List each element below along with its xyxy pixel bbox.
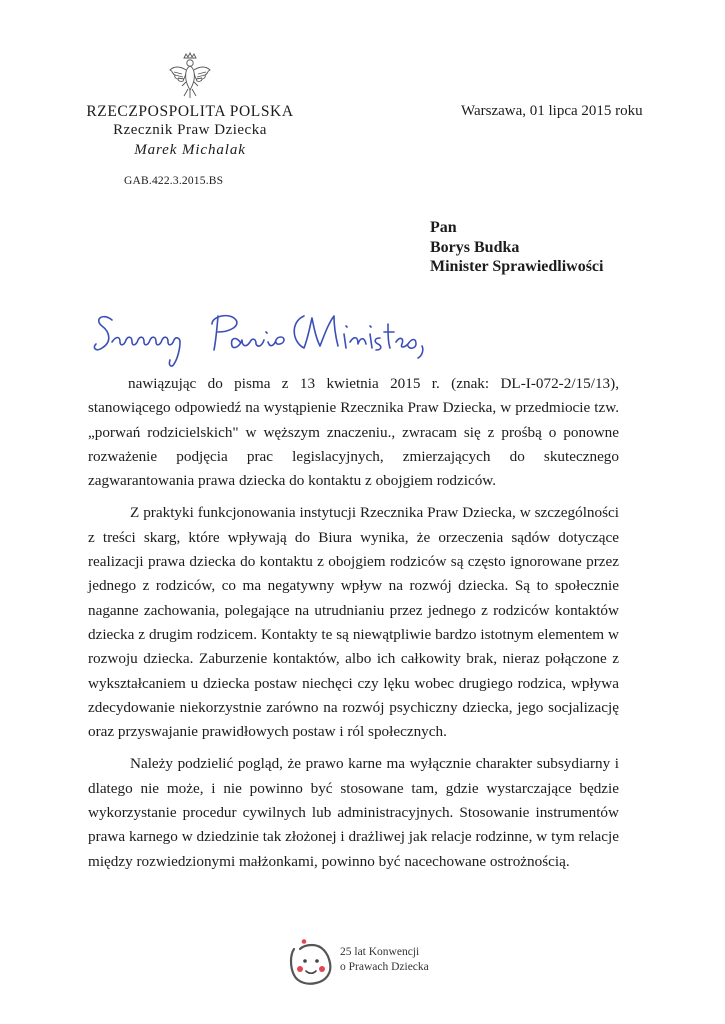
polish-eagle-emblem-icon — [168, 52, 212, 100]
issuer-block — [84, 102, 296, 160]
place-and-date: Warszawa, 01 lipca 2015 roku — [461, 103, 643, 119]
footer-line-1: 25 lat Konwencji — [340, 946, 420, 958]
official-name: Marek Michalak — [134, 142, 246, 158]
footer-caption — [340, 945, 429, 975]
body-paragraph-2: Z praktyki funkcjonowania instytucji Rzecznika Praw Dziecka, w szczególności z treści skarg, które wpływają do Biura wynika, że orzeczenia sądów dotyczące realizacji prawa dziecka do kontaktu z obojgiem rodziców są często ignorowane przez jednego z rodziców, co ma negatywny wpływ na rozwój dziecka. Są to społecznie naganne zachowania, polegające na utrudnianiu przez jednego z rodziców kontaktów dziecka z drugim rodzicem. Kontakty te są niewątpliwie bardzo istotnym elementem w rozwoju dziecka. Zaburzenie kontaktów, albo ich całkowity brak, nieraz połączone z wykształcaniem u dziecka postaw niechęci czy lęku wobec drugiego rodzica, wpływa zdecydowanie niekorzystnie zarówno na rozwój psychiczny dziecka, jego socjalizację oraz przyswajanie prawidłowych postaw i ról społecznych. — [88, 504, 619, 741]
body-paragraph-3: Należy podzielić pogląd, że prawo karne ma wyłącznie charakter subsydiarny i dlatego nie może, i nie powinno być stosowane tam, gdzie wystarczające będzie wykorzystanie procedur cywilnych lub administracyjnych. Stosowanie instrumentów prawa karnego w dziedzinie tak złożonej i drażliwej jak relacje rodzinne, w tym relacje między rozwiedzionymi małżonkami, powinno być nacechowane ostrożnością. — [88, 755, 619, 870]
footer-line-2: o Prawach Dziecka — [340, 961, 429, 973]
body-paragraph-1: nawiązując do pisma z 13 kwietnia 2015 r. (znak: DL-I-072-2/15/13), stanowiącego odpowiedź na wystąpienie Rzecznika Praw Dziecka, w przedmiocie tzw. „porwań rodzicielskich" w węższym znaczeniu., zwracam się z prośbą o ponowne rozważenie podjęcia prac legislacyjnych, zmierzających do skutecznego zagwarantowania prawa dziecka do kontaktu z obojgiem rodziców. — [88, 375, 619, 490]
convention-anniversary-logo-icon — [286, 937, 334, 987]
addressee-position: Minister Sprawiedliwości — [430, 258, 604, 275]
addressee-name: Borys Budka — [430, 238, 520, 256]
country-name: RZECZPOSPOLITA POLSKA — [86, 103, 294, 120]
addressee-block — [430, 218, 603, 277]
handwritten-salutation — [90, 302, 450, 372]
addressee-title: Pan — [430, 219, 457, 236]
letter-body — [88, 372, 619, 882]
office-name: Rzecznik Praw Dziecka — [113, 122, 267, 138]
reference-number: GAB.422.3.2015.BS — [124, 175, 224, 187]
